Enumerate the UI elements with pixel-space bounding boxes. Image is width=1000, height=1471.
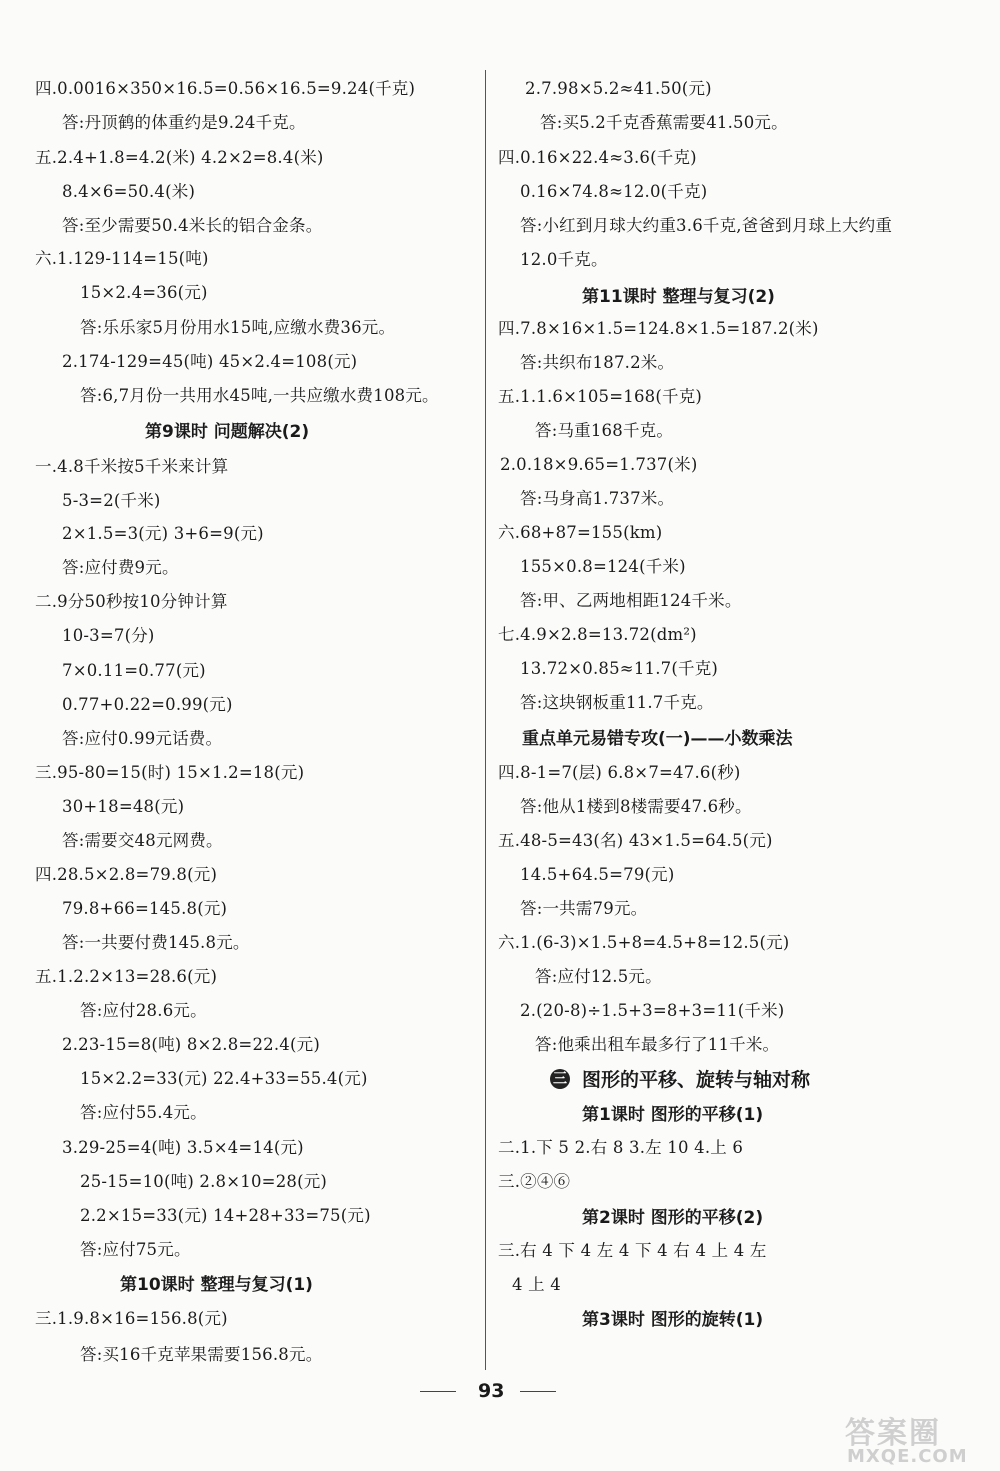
answer-line: 二.1.下 5 2.右 8 3.左 10 4.上 6	[498, 1138, 744, 1157]
answer-line: 14.5+64.5=79(元)	[520, 865, 675, 884]
answer-line: 答:丹顶鹤的体重约是9.24千克。	[62, 113, 306, 132]
answer-line: 答:马重168千克。	[535, 421, 674, 440]
answer-line: 四.0.16×22.4≈3.6(千克)	[498, 148, 697, 167]
answer-line: 13.72×0.85≈11.7(千克)	[520, 659, 719, 678]
answer-line: 8.4×6=50.4(米)	[62, 182, 196, 201]
answer-line: 五.1.2.2×13=28.6(元)	[35, 967, 218, 986]
watermark-logo-text: 答案圈	[845, 1416, 941, 1451]
answer-line: 答:应付55.4元。	[80, 1103, 207, 1122]
page-footer	[420, 1380, 580, 1404]
answer-line: 四.28.5×2.8=79.8(元)	[35, 865, 218, 884]
answer-line: 2.174-129=45(吨) 45×2.4=108(元)	[62, 352, 358, 371]
answer-line: 答:6,7月份一共用水45吨,一共应缴水费108元。	[80, 386, 439, 405]
answer-line: 答:应付费9元。	[62, 558, 179, 577]
answer-line: 15×2.2=33(元) 22.4+33=55.4(元)	[80, 1069, 368, 1088]
answer-line: 7×0.11=0.77(元)	[62, 661, 206, 680]
unit-title: 图形的平移、旋转与轴对称	[582, 1069, 811, 1091]
answer-line: 4 上 4	[512, 1275, 561, 1294]
answer-line: 答:共织布187.2米。	[520, 353, 675, 372]
answer-line: 3.29-25=4(吨) 3.5×4=14(元)	[62, 1138, 304, 1157]
answer-line: 答:这块钢板重11.7千克。	[520, 693, 714, 712]
answer-line: 2.7.98×5.2≈41.50(元)	[525, 79, 712, 98]
answer-line: 七.4.9×2.8=13.72(dm²)	[498, 625, 697, 644]
answer-line: 答:他从1楼到8楼需要47.6秒。	[520, 797, 752, 816]
answer-line: 六.1.129-114=15(吨)	[35, 249, 209, 268]
answer-line: 79.8+66=145.8(元)	[62, 899, 228, 918]
column-divider	[485, 70, 486, 1370]
section-heading: 第11课时 整理与复习(2)	[582, 287, 775, 307]
answer-line: 0.77+0.22=0.99(元)	[62, 695, 233, 714]
answer-line: 答:应付0.99元话费。	[62, 729, 223, 748]
answer-line: 答:一共要付费145.8元。	[62, 933, 250, 952]
section-heading: 第9课时 问题解决(2)	[145, 422, 310, 442]
answer-line: 5-3=2(千米)	[62, 491, 161, 510]
section-heading: 重点单元易错专攻(一)——小数乘法	[522, 729, 793, 749]
answer-line: 答:乐乐家5月份用水15吨,应缴水费36元。	[80, 318, 396, 337]
footer-rule-right	[520, 1391, 556, 1392]
answer-line: 一.4.8千米按5千米来计算	[35, 457, 229, 476]
answer-line: 2.23-15=8(吨) 8×2.8=22.4(元)	[62, 1035, 320, 1054]
answer-line: 三.右 4 下 4 左 4 下 4 右 4 上 4 左	[498, 1241, 767, 1260]
answer-line: 答:买16千克苹果需要156.8元。	[80, 1345, 323, 1364]
answer-line: 答:他乘出租车最多行了11千米。	[535, 1035, 780, 1054]
answer-line: 12.0千克。	[520, 250, 608, 269]
section-heading: 第1课时 图形的平移(1)	[582, 1105, 764, 1125]
answer-line: 五.2.4+1.8=4.2(米) 4.2×2=8.4(米)	[35, 148, 324, 167]
page-number: 93	[478, 1380, 505, 1402]
answer-line: 155×0.8=124(千米)	[520, 557, 686, 576]
section-heading: 第2课时 图形的平移(2)	[582, 1208, 764, 1228]
answer-line: 二.9分50秒按10分钟计算	[35, 592, 228, 611]
unit-number-badge: 三	[550, 1069, 570, 1089]
answer-line: 五.1.1.6×105=168(千克)	[498, 387, 703, 406]
answer-line: 30+18=48(元)	[62, 797, 185, 816]
answer-line: 答:应付28.6元。	[80, 1001, 207, 1020]
answer-line: 0.16×74.8≈12.0(千克)	[520, 182, 708, 201]
answer-line: 答:应付75元。	[80, 1240, 191, 1259]
answer-line: 六.1.(6-3)×1.5+8=4.5+8=12.5(元)	[498, 933, 790, 952]
answer-line: 答:买5.2千克香蕉需要41.50元。	[540, 113, 788, 132]
section-heading: 第10课时 整理与复习(1)	[120, 1275, 313, 1295]
answer-line: 15×2.4=36(元)	[80, 283, 208, 302]
answer-line: 答:应付12.5元。	[535, 967, 662, 986]
section-heading: 第3课时 图形的旋转(1)	[582, 1310, 764, 1330]
answer-line: 四.7.8×16×1.5=124.8×1.5=187.2(米)	[498, 319, 819, 338]
answer-line: 五.48-5=43(名) 43×1.5=64.5(元)	[498, 831, 773, 850]
answer-line: 2.2×15=33(元) 14+28+33=75(元)	[80, 1206, 371, 1225]
answer-line: 三.95-80=15(时) 15×1.2=18(元)	[35, 763, 305, 782]
answer-line: 六.68+87=155(km)	[498, 523, 663, 542]
answer-line: 答:甲、乙两地相距124千米。	[520, 591, 742, 610]
answer-line: 三.1.9.8×16=156.8(元)	[35, 1309, 228, 1328]
watermark	[845, 1408, 995, 1468]
answer-line: 10-3=7(分)	[62, 626, 155, 645]
answer-line: 2.0.18×9.65=1.737(米)	[500, 455, 698, 474]
answer-line: 答:至少需要50.4米长的铝合金条。	[62, 216, 323, 235]
answer-line: 答:小红到月球大约重3.6千克,爸爸到月球上大约重	[520, 216, 893, 235]
answer-line: 四.0.0016×350×16.5=0.56×16.5=9.24(千克)	[35, 79, 416, 98]
answer-line: 四.8-1=7(层) 6.8×7=47.6(秒)	[498, 763, 741, 782]
answer-line: 三.②④⑥	[498, 1172, 571, 1191]
answer-line: 答:一共需79元。	[520, 899, 648, 918]
answer-line: 25-15=10(吨) 2.8×10=28(元)	[80, 1172, 328, 1191]
answer-line: 答:马身高1.737米。	[520, 489, 675, 508]
answer-line: 答:需要交48元网费。	[62, 831, 223, 850]
answer-line: 2.(20-8)÷1.5+3=8+3=11(千米)	[520, 1001, 785, 1020]
answer-line: 2×1.5=3(元) 3+6=9(元)	[62, 524, 264, 543]
footer-rule-left	[420, 1391, 456, 1392]
watermark-url: MXQE.COM	[847, 1446, 968, 1467]
